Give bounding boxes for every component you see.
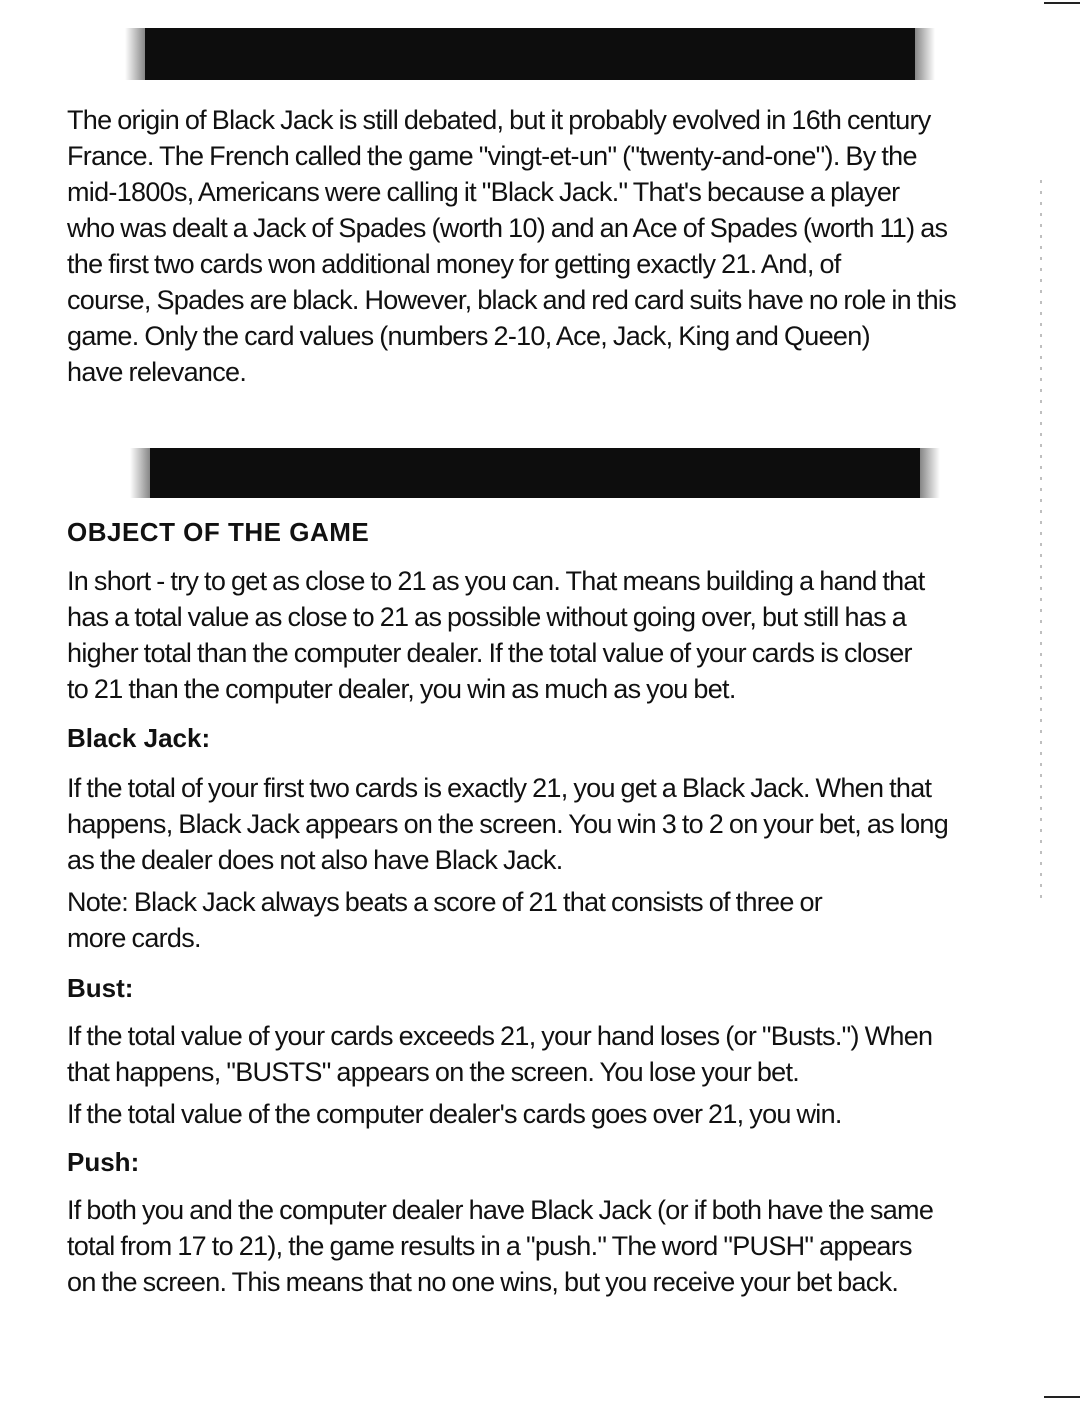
- bust-paragraph: If the total value of your cards exceeds 21, your hand loses (or "Busts.") When that happens, "BUSTS" appears on the screen. You lose your bet.: [67, 1021, 933, 1087]
- page-edge-mark-bottom: [1044, 1396, 1080, 1398]
- black-jack-heading: Black Jack:: [67, 723, 211, 753]
- header-bar-object: [150, 448, 920, 498]
- black-jack-note: Note: Black Jack always beats a score of 21 that consists of three or more cards.: [67, 887, 823, 953]
- bust-dealer-paragraph: If the total value of the computer dealer's cards goes over 21, you win.: [67, 1099, 842, 1129]
- push-heading: Push:: [67, 1147, 140, 1177]
- intro-paragraph: The origin of Black Jack is still debated, but it probably evolved in 16th century France. The French called the game "vingt-et-un" ("twenty-and-one"). By the mid-1800s, Americans were calling it "Black Jack." That's because a player who was dealt a Jack of Spades (worth 10) and an Ace of Spades (worth 11) as the first two cards won additional money for getting exactly 21. And, of course, Spades are black. However, black and red card suits have no role in this game. Only the card values (numbers 2-10, Ace, Jack, King and Queen) have relevance.: [67, 105, 957, 387]
- push-paragraph: If both you and the computer dealer have Black Jack (or if both have the same total from 17 to 21), the game results in a "push." The word "PUSH" appears on the screen. This means that no one wins, but you receive your bet back.: [67, 1195, 934, 1297]
- object-of-the-game-heading: OBJECT OF THE GAME: [67, 517, 370, 547]
- scan-edge-speckle: [1040, 180, 1042, 900]
- object-paragraph: In short - try to get as close to 21 as you can. That means building a hand that has a total value as close to 21 as possible without going over, but still has a higher total than the computer dealer. If the total value of your cards is closer to 21 than the computer dealer, you win as much as you bet.: [67, 566, 925, 704]
- black-jack-paragraph: If the total of your first two cards is exactly 21, you get a Black Jack. When that happens, Black Jack appears on the screen. You win 3 to 2 on your bet, as long as the dealer does not also have Black Jack.: [67, 773, 949, 875]
- header-bar-top: [145, 28, 915, 80]
- bust-heading: Bust:: [67, 973, 134, 1003]
- page-edge-mark-top: [1044, 2, 1080, 4]
